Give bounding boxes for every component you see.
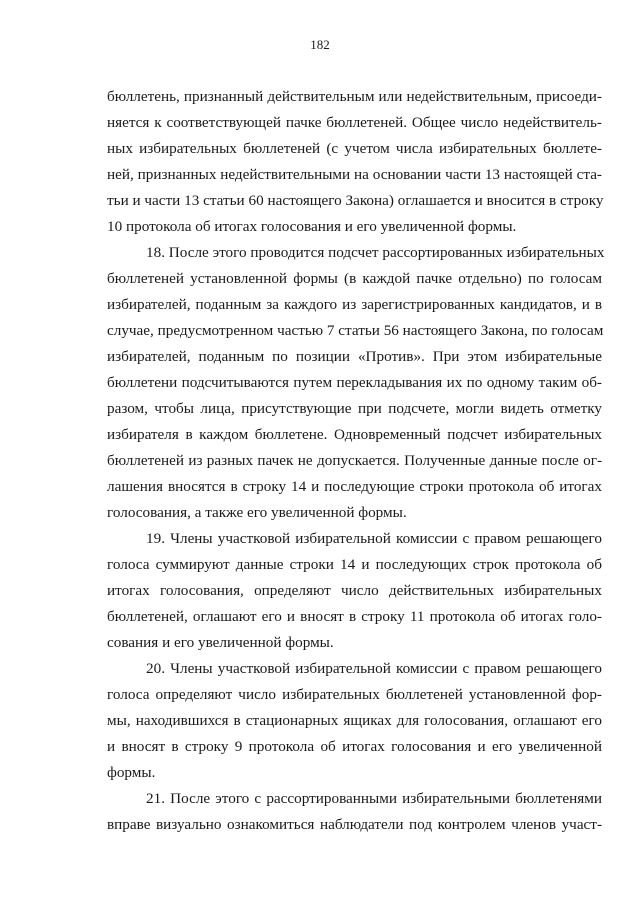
text-line: мы, находившихся в стационарных ящиках для голосования, оглашают его <box>107 712 602 729</box>
text-line: няется к соответствующей пачке бюллетеней. Общее число недействитель- <box>107 114 602 131</box>
text-line: и вносят в строку 9 протокола об итогах голосования и его увеличенной <box>107 738 602 755</box>
text-line: 10 протокола об итогах голосования и его увеличенной формы. <box>107 218 517 235</box>
text-line: избирателей, поданным за каждого из зарегистрированных кандидатов, и в <box>107 296 602 313</box>
text-line: бюллетеней, оглашают его и вносят в строку 11 протокола об итогах голо- <box>107 608 602 625</box>
text-line: ных избирательных бюллетеней (с учетом числа избирательных бюллете- <box>107 140 602 157</box>
text-line: бюллетень, признанный действительным или недействительным, присоеди- <box>107 88 602 105</box>
text-line: сования и его увеличенной формы. <box>107 634 334 651</box>
text-line: голоса суммируют данные строки 14 и последующих строк протокола об <box>107 556 602 573</box>
text-line: ней, признанных недействительными на основании части 13 настоящей ста- <box>107 166 602 183</box>
page-number: 182 <box>310 37 330 52</box>
paragraph-start-line: 18. После этого проводится подсчет рассортированных избирательных <box>146 244 605 261</box>
text-line: тьи и части 13 статьи 60 настоящего Закона) оглашается и вносится в строку <box>107 192 604 209</box>
text-line: разом, чтобы лица, присутствующие при подсчете, могли видеть отметку <box>107 400 602 417</box>
paragraph-start-line: 20. Члены участковой избирательной комиссии с правом решающего <box>146 660 602 677</box>
text-line: случае, предусмотренном частью 7 статьи 56 настоящего Закона, по голосам <box>107 322 604 339</box>
text-line: избирателя в каждом бюллетене. Одновременный подсчет избирательных <box>107 426 602 443</box>
text-line: голосования, а также его увеличенной формы. <box>107 504 407 521</box>
text-line: бюллетеней из разных пачек не допускается. Полученные данные после ог- <box>107 452 602 469</box>
text-line: итогах голосования, определяют число действительных избирательных <box>107 582 602 599</box>
text-line: бюллетени подсчитываются путем перекладывания их по одному таким об- <box>107 374 602 391</box>
paragraph-start-line: 19. Члены участковой избирательной комиссии с правом решающего <box>146 530 602 547</box>
text-line: формы. <box>107 764 156 781</box>
text-line: лашения вносятся в строку 14 и последующие строки протокола об итогах <box>107 478 602 495</box>
text-line: бюллетеней установленной формы (в каждой пачке отдельно) по голосам <box>107 270 602 287</box>
text-line: голоса определяют число избирательных бюллетеней установленной фор- <box>107 686 602 703</box>
text-line: избирателей, поданным по позиции «Против». При этом избирательные <box>107 348 602 365</box>
text-line: вправе визуально ознакомиться наблюдатели под контролем членов участ- <box>107 816 602 833</box>
paragraph-start-line: 21. После этого с рассортированными избирательными бюллетенями <box>146 790 602 807</box>
